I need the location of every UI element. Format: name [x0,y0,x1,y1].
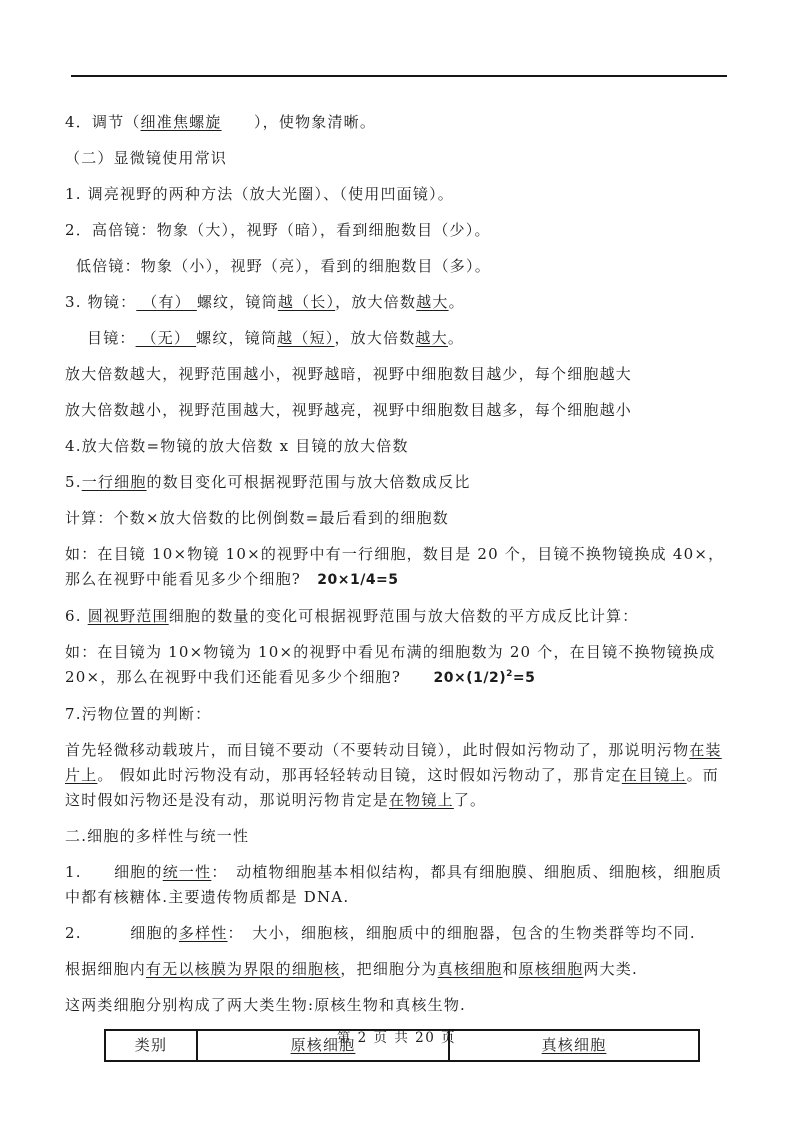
text-segment: ，放大倍数 [334,329,416,347]
text-segment: 首先轻微移动载玻片，而目镜不要动（不要转动目镜），此时假如污物动了，那说明污物 [65,741,690,759]
text-segment: 2 [506,669,513,679]
text-segment: 真核细胞 [437,960,503,978]
text-segment: 圆视野范围 [87,607,169,625]
text-segment: （二）显微镜使用常识 [65,149,228,167]
text-segment: 原核细胞 [290,1036,356,1054]
text-segment: 真核细胞 [541,1036,607,1054]
text-segment: 在目镜上 [621,766,687,784]
para-brighten-view-methods [65,182,727,207]
text-segment: 计算：个数×放大倍数的比例倒数=最后看到的细胞数 [65,509,449,527]
text-segment: 越大 [416,293,449,311]
text-segment: 这两类细胞分别构成了两大类生物:原核生物和真核生物. [65,996,467,1014]
para-dirt-position-body [65,738,727,813]
text-segment: 1. 细胞的 [65,863,163,881]
text-segment: 1. 调亮视野的两种方法（放大光圈）、（使用凹面镜）。 [65,185,454,203]
text-segment: 放大倍数越大，视野范围越小，视野越暗，视野中细胞数目越少，每个细胞越大 [65,365,633,383]
text-segment: 越（长） [277,293,336,311]
para-eyepiece-lens [65,326,727,351]
text-segment: （有） [136,293,197,311]
para-low-power-lens [65,254,727,279]
document-body [65,110,727,1062]
header-rule [71,75,727,77]
para-cell-unity [65,860,727,910]
text-segment: 如：在目镜 10×物镜 10×的视野中有一行细胞，数目是 20 个，目镜不换物镜换成 40×，那么在视野中能看见多少个细胞? [65,545,725,588]
text-segment: 。而这时假如污物还是没有动，那说明污物肯定是 [65,766,719,809]
text-segment: 原核细胞 [518,960,584,978]
text-segment: 6. [65,607,88,625]
para-magnification-larger [65,362,727,387]
text-segment: 。 假如此时污物没有动，那再轻轻转动目镜，这时假如污物动了，那肯定 [97,766,622,784]
text-segment: ： 大小，细胞核，细胞质中的细胞器，包含的生物类群等均不同. [227,924,696,942]
para-row-of-cells-rule [65,470,727,495]
text-segment: （无） [135,329,197,347]
text-segment: 螺纹，镜筒 [196,329,278,347]
text-segment: =5 [512,670,536,686]
text-segment: 越（短） [277,329,335,347]
page-number: 第 2 页 共 20 页 [336,1030,457,1046]
text-segment: 放大倍数越小，视野范围越大，视野越亮，视野中细胞数目越多，每个细胞越小 [65,401,633,419]
text-segment: 螺纹，镜筒 [196,293,278,311]
text-segment: 。 [448,293,465,311]
heading-cell-diversity-unity [65,824,727,849]
para-circular-view-rule [65,604,727,629]
text-segment: 有无以核膜为界限的细胞核 [146,960,341,978]
text-segment: 两大类. [583,960,639,978]
para-dirt-position-title [65,702,727,727]
para-adjust-fine-focus [65,110,727,135]
text-segment: 2．高倍镜：物象（大），视野（暗），看到细胞数目（少）。 [65,221,491,239]
para-high-power-lens [65,218,727,243]
text-segment: 目镜： [87,329,136,347]
text-segment: ），使物象清晰。 [221,113,377,131]
text-segment: 20×(1/2) [433,670,507,686]
para-magnification-formula [65,434,727,459]
text-segment: 20×1/4=5 [317,572,399,588]
text-segment: 统一性 [162,863,212,881]
text-segment: 二.细胞的多样性与统一性 [65,827,250,845]
para-cell-diversity [65,921,727,946]
para-objective-lens [65,290,727,315]
text-segment: 了。 [453,791,487,809]
para-example-circular-view [65,640,727,691]
text-segment: 在装片上 [65,741,722,784]
text-segment: 3. 物镜： [65,293,137,311]
text-segment: 细胞的数量的变化可根据视野范围与放大倍数的平方成反比计算： [168,607,639,625]
para-calculation-formula [65,506,727,531]
text-segment: 多样性 [178,924,228,942]
heading-microscope-usage [65,146,727,171]
para-cell-classification [65,957,727,982]
text-segment: 5. [65,473,82,491]
text-segment: 7.污物位置的判断： [65,705,212,723]
text-segment: 4．调节（ [65,113,141,131]
text-segment: 如：在目镜为 10×物镜为 10×的视野中看见布满的细胞数为 20 个，在目镜不换物镜换成 20×，那么在视野中我们还能看见多少个细胞? [65,643,716,686]
text-segment: 和 [502,960,519,978]
text-segment: 根据细胞内 [65,960,147,978]
text-segment: 2. 细胞的 [65,924,179,942]
text-segment: ，放大倍数 [335,293,417,311]
para-two-organism-types [65,993,727,1018]
text-segment: 在物镜上 [389,791,454,809]
text-segment: 低倍镜：物象（小），视野（亮），看到的细胞数目（多）。 [76,257,491,275]
text-segment: 一行细胞 [81,473,147,491]
text-segment: 细准焦螺旋 [140,113,222,131]
text-segment: 越大 [415,329,448,347]
para-example-row-of-cells [65,542,727,593]
para-magnification-smaller [65,398,727,423]
text-segment: ： 动植物细胞基本相似结构，都具有细胞膜、细胞质、细胞核，细胞质中都有核糖体.主要遗传物质都是 DNA. [65,863,723,906]
text-segment: 的数目变化可根据视野范围与放大倍数成反比 [146,473,471,491]
text-segment: 4.放大倍数=物镜的放大倍数 x 目镜的放大倍数 [65,437,409,455]
text-segment: 类别 [134,1036,168,1054]
text-segment: 。 [447,329,465,347]
text-segment: ，把细胞分为 [340,960,438,978]
